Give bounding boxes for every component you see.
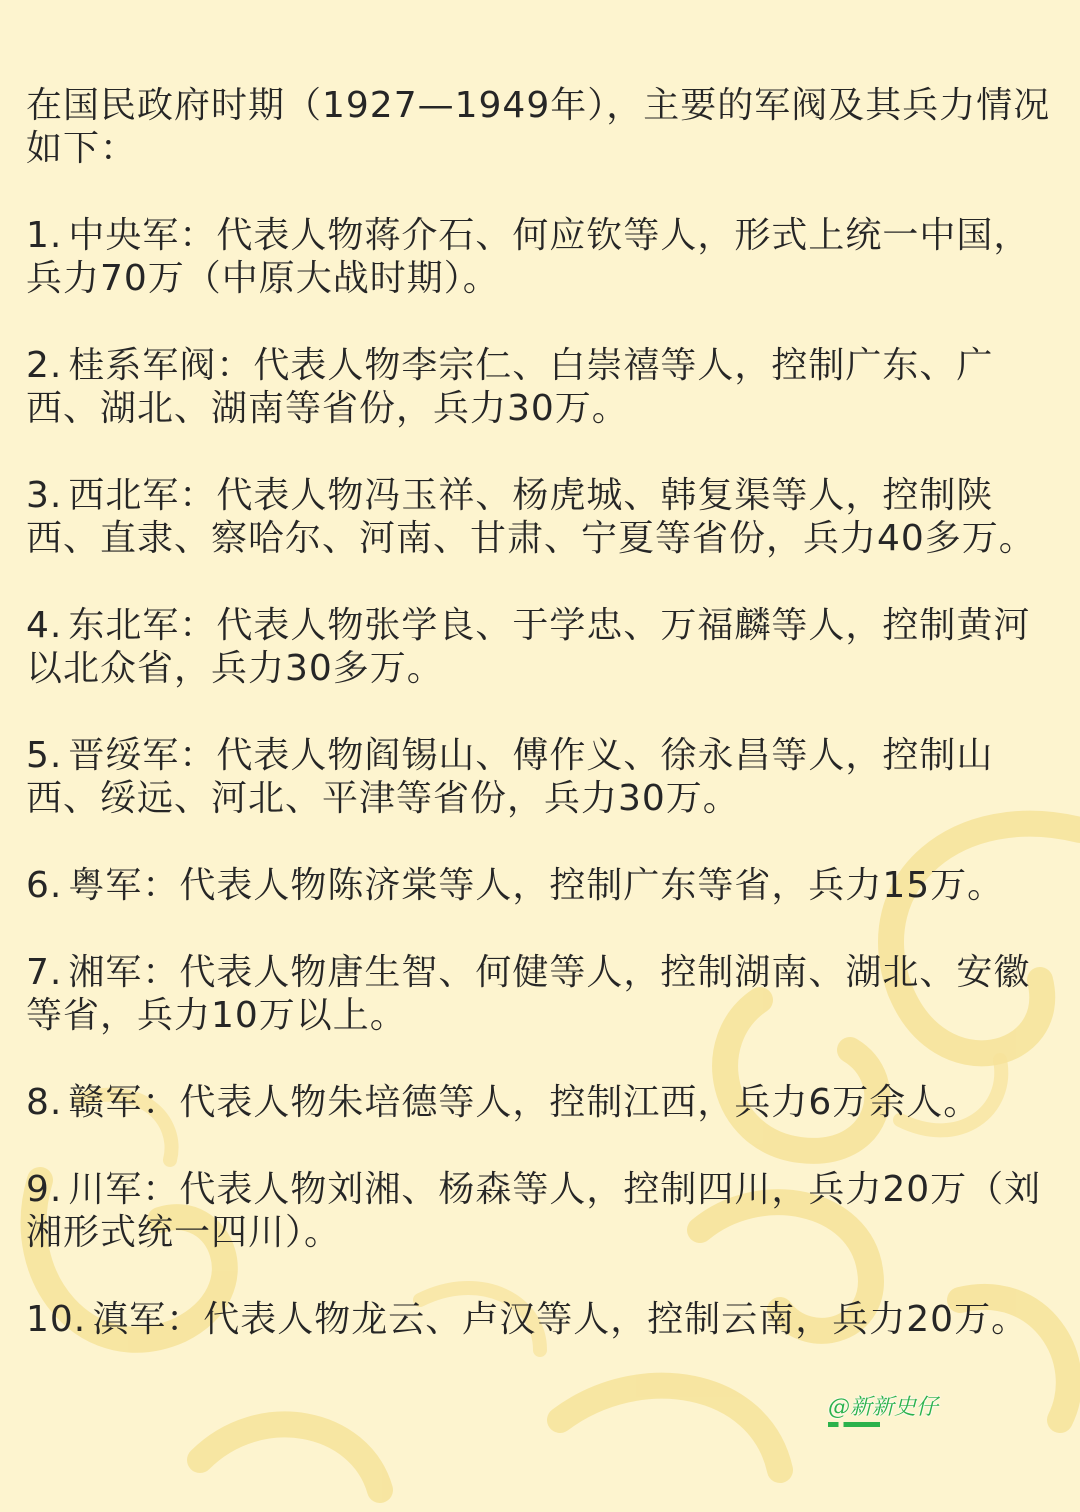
- watermark-logo-bar: [828, 1422, 880, 1427]
- list-item: [26, 1081, 1056, 1124]
- list-item-number: 10.: [26, 1299, 87, 1340]
- list-item-text: 东北军：代表人物张学良、于学忠、万福麟等人，控制黄河以北众省，兵力30多万。: [26, 605, 1031, 689]
- list-item: [26, 214, 1056, 300]
- list-item-number: 7.: [26, 952, 63, 993]
- list-item-text: 湘军：代表人物唐生智、何健等人，控制湖南、湖北、安徽等省，兵力10万以上。: [26, 952, 1031, 1036]
- list-item: [26, 1298, 1056, 1341]
- list-item-number: 9.: [26, 1169, 63, 1210]
- list-item: [26, 951, 1056, 1037]
- intro-paragraph: 在国民政府时期（1927—1949年），主要的军阀及其兵力情况如下：: [26, 85, 1051, 169]
- list-item-number: 4.: [26, 605, 63, 646]
- watermark-text: @新新史仔: [828, 1395, 939, 1420]
- list-item-number: 5.: [26, 735, 63, 776]
- list-item-number: 2.: [26, 345, 63, 386]
- author-watermark: [828, 1390, 938, 1430]
- list-item-text: 西北军：代表人物冯玉祥、杨虎城、韩复渠等人，控制陕西、直隶、察哈尔、河南、甘肃、宁夏等省份，兵力40多万。: [26, 475, 1036, 559]
- list-item-number: 3.: [26, 475, 63, 516]
- list-item: [26, 474, 1056, 560]
- list-item-text: 川军：代表人物刘湘、杨森等人，控制四川，兵力20万（刘湘形式统一四川）。: [26, 1169, 1042, 1253]
- list-item: [26, 734, 1056, 820]
- list-item: [26, 344, 1056, 430]
- list-item-number: 1.: [26, 215, 63, 256]
- list-item: [26, 1168, 1056, 1254]
- article-body: [26, 84, 1056, 1385]
- list-item-number: 6.: [26, 865, 63, 906]
- list-item-text: 晋绥军：代表人物阎锡山、傅作义、徐永昌等人，控制山西、绥远、河北、平津等省份，兵力30万。: [26, 735, 994, 819]
- list-item: [26, 604, 1056, 690]
- list-item-text: 中央军：代表人物蒋介石、何应钦等人，形式上统一中国，兵力70万（中原大战时期）。: [26, 215, 1031, 299]
- list-item-text: 桂系军阀：代表人物李宗仁、白崇禧等人，控制广东、广西、湖北、湖南等省份，兵力30万。: [26, 345, 994, 429]
- list-item-text: 滇军：代表人物龙云、卢汉等人，控制云南，兵力20万。: [92, 1299, 1029, 1340]
- list-item-number: 8.: [26, 1082, 63, 1123]
- list-item-text: 赣军：代表人物朱培德等人，控制江西，兵力6万余人。: [68, 1082, 981, 1123]
- list-item-text: 粤军：代表人物陈济棠等人，控制广东等省，兵力15万。: [68, 865, 1005, 906]
- list-item: [26, 864, 1056, 907]
